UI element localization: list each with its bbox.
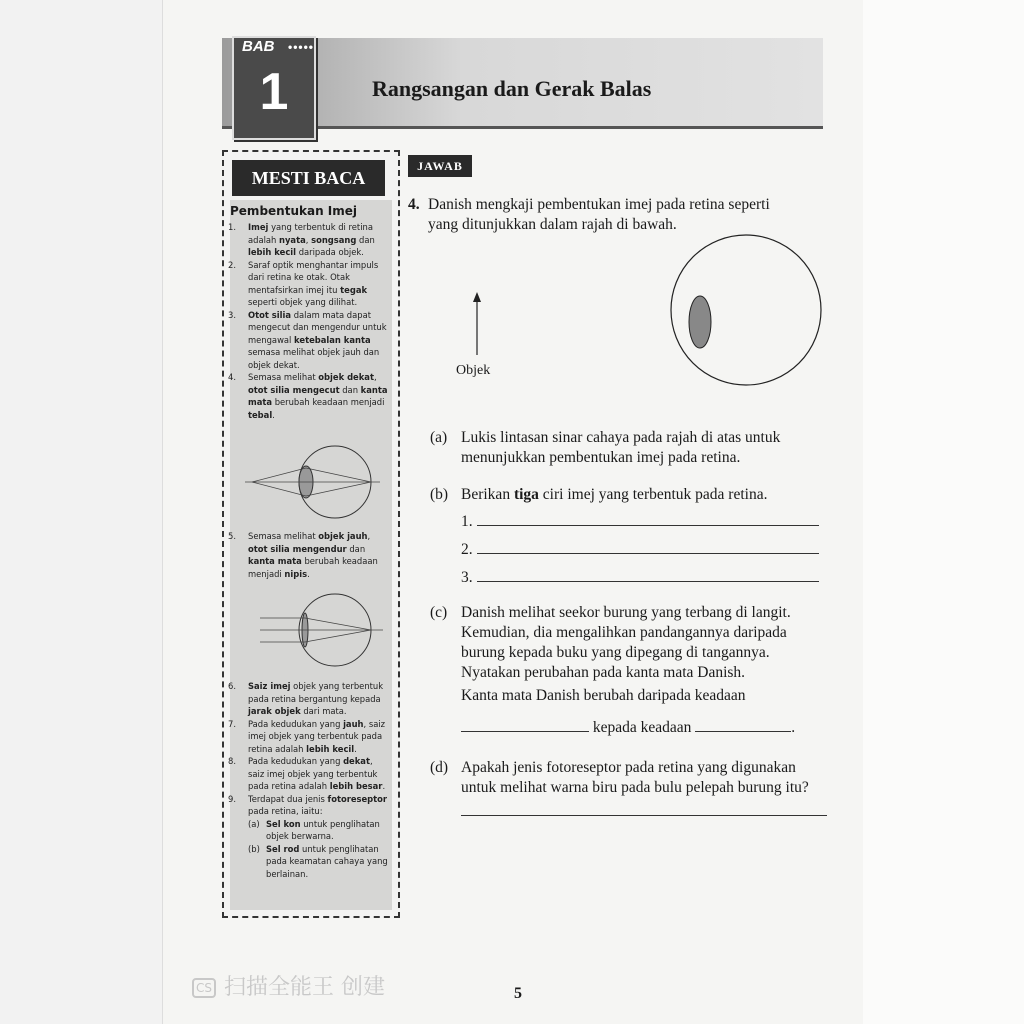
sidebar-list-item <box>228 530 390 580</box>
chapter-number: 1 <box>259 63 289 121</box>
sidebar-list-item <box>228 843 390 881</box>
part-a-text: Lukis lintasan sinar cahaya pada rajah di atas untuk menunjukkan pembentukan imej pada retina. <box>461 429 781 466</box>
item-number: 8. <box>228 756 236 766</box>
sidebar-list-item <box>228 259 390 309</box>
item-number: 1. <box>228 222 236 232</box>
sidebar-list <box>228 680 390 880</box>
eye-lens <box>689 296 711 348</box>
bab-label: BAB <box>242 38 275 55</box>
item-number: 6. <box>228 681 236 691</box>
item-number: 7. <box>228 718 236 729</box>
item-text: Sel rod untuk penglihatan pada keamatan cahaya yang berlainan. <box>266 843 388 879</box>
eye-diagram-far <box>255 588 395 672</box>
page-number: 5 <box>514 985 522 1002</box>
answer-line-3[interactable]: 3. <box>461 568 819 588</box>
item-text: Pada kedudukan yang dekat, saiz imej objek yang terbentuk pada retina adalah lebih besar. <box>248 756 386 791</box>
item-text: Pada kedudukan yang jauh, saiz imej objek yang terbentuk pada retina adalah lebih kecil. <box>248 718 386 754</box>
jawab-badge: JAWAB <box>408 155 472 177</box>
question-text: Danish mengkaji pembentukan imej pada retina seperti yang ditunjukkan dalam rajah di bawah. <box>428 196 770 233</box>
item-number: (b) <box>248 843 260 854</box>
item-number: (a) <box>248 818 260 829</box>
item-text: Semasa melihat objek dekat, otot silia mengecut dan kanta mata berubah keadaan menjadi tebal. <box>248 372 388 420</box>
answer-line-d[interactable] <box>461 815 827 816</box>
item-number: 3. <box>228 309 236 320</box>
item-number: 9. <box>228 793 236 804</box>
sidebar-heading: Pembentukan Imej <box>230 204 358 218</box>
sidebar-list-item <box>228 793 390 818</box>
item-text: Semasa melihat objek jauh, otot silia mengendur dan kanta mata berubah keadaan menjadi nipis. <box>248 531 378 579</box>
item-number: 5. <box>228 531 236 541</box>
sidebar-list-item <box>228 309 390 372</box>
part-b-label: (b) <box>430 486 449 503</box>
answer-line-2[interactable]: 2. <box>461 540 819 560</box>
part-c-answer-lines[interactable]: kepada keadaan . <box>461 718 795 738</box>
eye-diagram <box>440 230 830 400</box>
sidebar-list-item <box>228 755 390 793</box>
answer-line-1[interactable]: 1. <box>461 512 819 532</box>
part-d-text: Apakah jenis fotoreseptor pada retina yang digunakan untuk melihat warna biru pada bulu pelepah burung itu? <box>461 759 809 796</box>
item-number: 2. <box>228 259 236 270</box>
item-text: Saiz imej objek yang terbentuk pada retina bergantung kepada jarak objek dari mata. <box>248 681 384 716</box>
eye-diagram-near <box>240 440 388 524</box>
mesti-baca-banner: MESTI BACA <box>232 160 385 196</box>
sidebar-list-item <box>228 221 390 259</box>
part-b-text: Berikan tiga ciri imej yang terbentuk pada retina. <box>461 486 768 503</box>
object-label: Objek <box>456 363 491 378</box>
question-number: 4. <box>408 196 420 213</box>
part-a-label: (a) <box>430 429 448 446</box>
sidebar-list-item <box>228 718 390 756</box>
item-text: Terdapat dua jenis fotoreseptor pada retina, iaitu: <box>248 793 388 816</box>
bab-dots: ••••• <box>288 40 315 54</box>
item-text: Sel kon untuk penglihatan objek berwarna. <box>266 818 380 841</box>
sidebar-list <box>228 530 390 580</box>
sidebar-list-item <box>228 371 390 421</box>
item-text: Saraf optik menghantar impuls dari retina ke otak. Otak mentafsirkan imej itu tegak seperti objek yang dilihat. <box>248 259 379 307</box>
part-c-label: (c) <box>430 604 448 621</box>
sidebar-list-item <box>228 680 390 718</box>
page-margin <box>0 0 163 1024</box>
part-d-label: (d) <box>430 759 449 776</box>
part-c-answer-text: Kanta mata Danish berubah daripada keadaan <box>461 687 746 704</box>
item-text: Imej yang terbentuk di retina adalah nyata, songsang dan lebih kecil daripada objek. <box>248 222 375 257</box>
watermark: CS 扫描全能王 创建 <box>192 970 385 1001</box>
part-c-text: Danish melihat seekor burung yang terbang di langit. Kemudian, dia mengalihkan pandangannya daripada burung kepada buku yang dipegang di tangannya. Nyatakan perubahan pada kanta mata Danish. <box>461 604 791 681</box>
chapter-title: Rangsangan dan Gerak Balas <box>372 76 652 101</box>
sidebar-list <box>228 221 390 421</box>
sidebar-list-item <box>228 818 390 843</box>
item-text: Otot silia dalam mata dapat mengecut dan mengendur untuk mengawal ketebalan kanta semasa melihat objek jauh dan objek dekat. <box>248 309 387 370</box>
item-number: 4. <box>228 372 236 382</box>
